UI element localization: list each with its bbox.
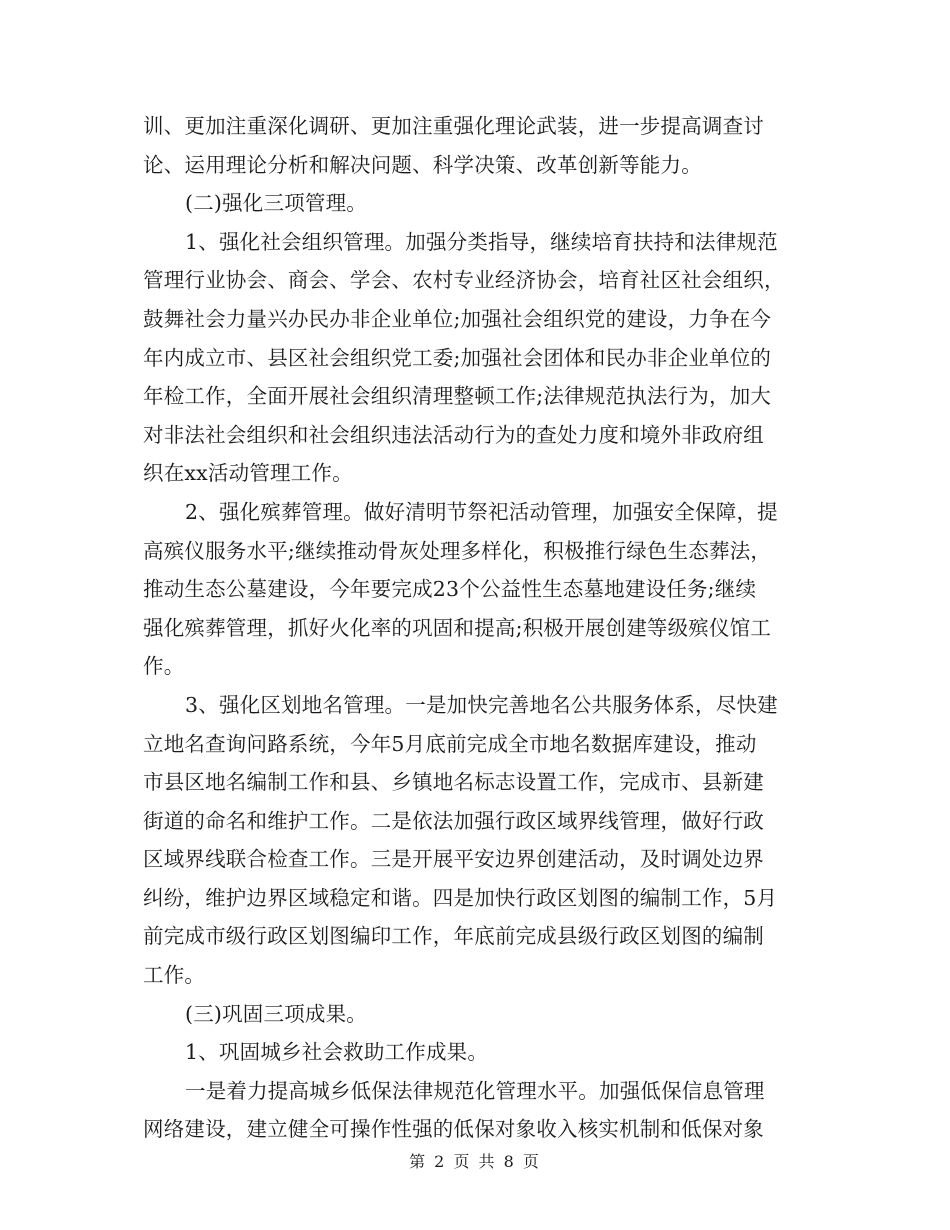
text-line: 1、强化社会组织管理。加强分类指导，继续培育扶持和法律规范	[185, 229, 778, 254]
text-line: 立地名查询问路系统，今年5月底前完成全市地名数据库建设，推动	[143, 731, 757, 756]
text-line: 工作。	[143, 963, 206, 988]
text-line: 织在xx活动管理工作。	[143, 461, 353, 486]
text-line: 对非法社会组织和社会组织违法活动行为的查处力度和境外非政府组	[143, 422, 764, 447]
document-body	[143, 107, 803, 1149]
text-line: (二)强化三项管理。	[185, 191, 367, 216]
text-line: 管理行业协会、商会、学会、农村专业经济协会，培育社区社会组织，	[143, 268, 785, 293]
text-line: 市县区地名编制工作和县、乡镇地名标志设置工作，完成市、县新建	[143, 770, 764, 795]
text-line: 网络建设，建立健全可操作性强的低保对象收入核实机制和低保对象	[143, 1117, 764, 1142]
text-line: 1、巩固城乡社会救助工作成果。	[185, 1040, 489, 1065]
text-line: (三)巩固三项成果。	[185, 1001, 367, 1026]
text-line: 鼓舞社会力量兴办民办非企业单位;加强社会组织党的建设，力争在今	[143, 306, 772, 331]
text-line: 2、强化殡葬管理。做好清明节祭祀活动管理，加强安全保障，提	[185, 499, 778, 524]
text-line: 街道的命名和维护工作。二是依法加强行政区域界线管理，做好行政	[143, 808, 764, 833]
page-number-footer: 第 2 页 共 8 页	[409, 1152, 541, 1171]
text-line: 一是着力提高城乡低保法律规范化管理水平。加强低保信息管理	[185, 1078, 765, 1103]
text-line: 强化殡葬管理，抓好火化率的巩固和提高;积极开展创建等级殡仪馆工	[143, 615, 772, 640]
text-line: 训、更加注重深化调研、更加注重强化理论武装，进一步提高调查讨	[143, 114, 764, 138]
text-line: 论、运用理论分析和解决问题、科学决策、改革创新等能力。	[143, 152, 702, 177]
text-line: 3、强化区划地名管理。一是加快完善地名公共服务体系，尽快建	[185, 692, 778, 717]
text-line: 高殡仪服务水平;继续推动骨灰处理多样化，积极推行绿色生态葬法，	[143, 538, 772, 563]
text-line: 前完成市级行政区划图编印工作，年底前完成县级行政区划图的编制	[143, 924, 764, 949]
text-line: 作。	[143, 654, 185, 679]
text-line: 年检工作，全面开展社会组织清理整顿工作;法律规范执法行为，加大	[143, 384, 772, 409]
text-line: 年内成立市、县区社会组织党工委;加强社会团体和民办非企业单位的	[143, 345, 772, 370]
text-line: 推动生态公墓建设，今年要完成23个公益性生态墓地建设任务;继续	[143, 577, 757, 602]
text-line: 纠纷，维护边界区域稳定和谐。四是加快行政区划图的编制工作，5月	[143, 885, 778, 910]
text-line: 区域界线联合检查工作。三是开展平安边界创建活动，及时调处边界	[143, 847, 764, 872]
